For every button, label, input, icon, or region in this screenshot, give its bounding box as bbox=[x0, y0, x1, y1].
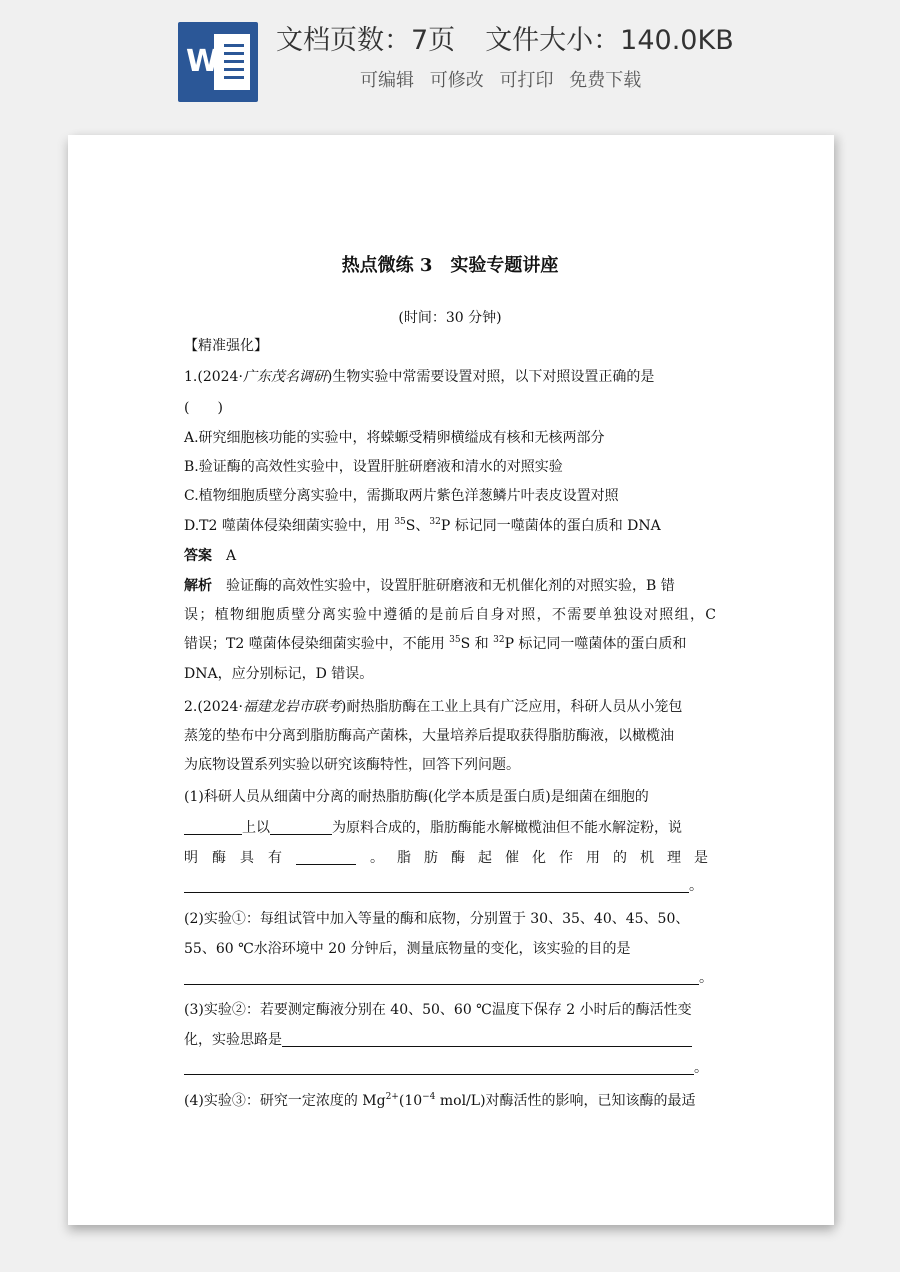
q1-analysis-line3 bbox=[184, 633, 686, 653]
q1-option-c: C.植物细胞质壁分离实验中，需撕取两片紫色洋葱鳞片叶表皮设置对照 bbox=[184, 488, 619, 504]
q2-part4-text-c: mol/L)对酶活性的影响，已知该酶的最适 bbox=[435, 1093, 696, 1109]
q2-part3-line3 bbox=[184, 1057, 708, 1077]
isotope-32: 32 bbox=[429, 517, 441, 527]
q1-stem-text: )生物实验中常需要设置对照，以下对照设置正确的是 bbox=[326, 369, 655, 385]
blank-6[interactable] bbox=[282, 1032, 692, 1047]
feature-free-download: 免费下载 bbox=[569, 70, 642, 91]
blank-3[interactable] bbox=[296, 850, 356, 865]
analysis-text3b: S 和 bbox=[460, 636, 494, 652]
end-mark-2: 。 bbox=[699, 970, 713, 986]
analysis-text3a: 错误；T2 噬菌体侵染细菌实验中，不能用 bbox=[184, 636, 450, 652]
doc-time: (时间：30 分钟) bbox=[398, 310, 502, 326]
answer-label: 答案 bbox=[184, 548, 212, 564]
q2-source: 福建龙岩市联考 bbox=[242, 699, 341, 715]
q2-stem-line2: 蒸笼的垫布中分离到脂肪酶高产菌株，大量培养后提取获得脂肪酶液，以橄榄油 bbox=[184, 728, 674, 744]
q2-prefix: 2.(2024· bbox=[184, 699, 243, 715]
q2-stem-text1: )耐热脂肪酶在工业上具有广泛应用，科研人员从小笼包 bbox=[340, 699, 683, 715]
blank-4[interactable] bbox=[184, 878, 689, 893]
q1-source: 广东茂名调研 bbox=[242, 369, 327, 385]
q2-part3-text: 化，实验思路是 bbox=[184, 1032, 282, 1048]
analysis-text1: 验证酶的高效性实验中，设置肝脏研磨液和无机催化剂的对照实验，B 错 bbox=[226, 578, 675, 594]
page-count: 文档页数：7页 bbox=[276, 25, 456, 56]
isotope-32-b: 32 bbox=[493, 635, 505, 645]
q2-part1-line4 bbox=[184, 875, 703, 895]
download-banner bbox=[0, 0, 900, 130]
q1-stem bbox=[184, 366, 654, 386]
feature-list bbox=[360, 66, 651, 92]
q1-option-d-part3: P 标记同一噬菌体的蛋白质和 DNA bbox=[440, 518, 661, 534]
isotope-35: 35 bbox=[394, 517, 406, 527]
q2-part2-line3 bbox=[184, 967, 713, 987]
q2-part1-text-a: 上以 bbox=[242, 820, 270, 836]
feature-modifiable: 可修改 bbox=[429, 70, 484, 91]
q2-part1-text-d: 。脂肪酶起催化作用的机理是 bbox=[370, 850, 721, 866]
exponent: −4 bbox=[422, 1092, 436, 1102]
q2-part2-line1: (2)实验①：每组试管中加入等量的酶和底物，分别置于 30、35、40、45、50、 bbox=[184, 911, 690, 927]
isotope-35-b: 35 bbox=[449, 635, 461, 645]
q2-part4-line1 bbox=[184, 1090, 696, 1110]
q2-stem bbox=[184, 696, 682, 716]
q1-analysis-line1 bbox=[184, 575, 675, 595]
q2-part3-line1: (3)实验②：若要测定酶液分别在 40、50、60 ℃温度下保存 2 小时后的酶活性变 bbox=[184, 1002, 692, 1018]
q1-analysis-line2: 误；植物细胞质壁分离实验中遵循的是前后自身对照，不需要单独设对照组，C bbox=[184, 607, 716, 623]
file-size: 文件大小：140.0KB bbox=[485, 25, 734, 56]
blank-2[interactable] bbox=[270, 820, 332, 835]
document-page bbox=[68, 135, 834, 1225]
q1-option-b: B.验证酶的高效性实验中，设置肝脏研磨液和清水的对照实验 bbox=[184, 459, 563, 475]
q2-part2-line2: 55、60 ℃水浴环境中 20 分钟后，测量底物量的变化，该实验的目的是 bbox=[184, 941, 631, 957]
q1-prefix: 1.(2024· bbox=[184, 369, 243, 385]
feature-editable: 可编辑 bbox=[360, 70, 414, 91]
q1-option-a: A.研究细胞核功能的实验中，将蝾螈受精卵横缢成有核和无核两部分 bbox=[184, 430, 605, 446]
end-mark-1: 。 bbox=[689, 878, 703, 894]
q1-option-d bbox=[184, 515, 661, 535]
section-heading: 【精准强化】 bbox=[184, 338, 268, 354]
end-mark-3: 。 bbox=[694, 1060, 708, 1076]
file-meta bbox=[276, 18, 734, 57]
q1-analysis-line4: DNA，应分别标记，D 错误。 bbox=[184, 666, 374, 682]
q2-part1-line1: (1)科研人员从细菌中分离的耐热脂肪酶(化学本质是蛋白质)是细菌在细胞的 bbox=[184, 789, 649, 805]
word-doc-icon: W bbox=[178, 22, 258, 102]
q2-part3-line2 bbox=[184, 1029, 692, 1049]
q2-part1-line2 bbox=[184, 817, 682, 837]
blank-1[interactable] bbox=[184, 820, 242, 835]
analysis-label: 解析 bbox=[184, 578, 212, 594]
doc-title: 热点微练 3 实验专题讲座 bbox=[341, 255, 559, 276]
q1-option-d-part2: S、 bbox=[405, 518, 430, 534]
blank-7[interactable] bbox=[184, 1060, 694, 1075]
q2-part1-line3 bbox=[184, 847, 721, 867]
q2-part1-text-c: 明酶具有 bbox=[184, 850, 296, 866]
q1-answer bbox=[184, 545, 236, 565]
analysis-text3c: P 标记同一噬菌体的蛋白质和 bbox=[504, 636, 687, 652]
q2-part1-text-b: 为原料合成的，脂肪酶能水解橄榄油但不能水解淀粉，说 bbox=[332, 820, 682, 836]
mg-charge: 2+ bbox=[385, 1092, 399, 1102]
q1-paren: ( ) bbox=[184, 400, 223, 416]
q1-option-d-part1: D.T2 噬菌体侵染细菌实验中，用 bbox=[184, 518, 395, 534]
blank-5[interactable] bbox=[184, 970, 699, 985]
q2-stem-line3: 为底物设置系列实验以研究该酶特性，回答下列问题。 bbox=[184, 757, 520, 773]
answer-value: A bbox=[226, 548, 237, 564]
q2-part4-text-b: (10 bbox=[398, 1093, 423, 1109]
q2-part4-text-a: (4)实验③：研究一定浓度的 Mg bbox=[184, 1093, 386, 1109]
feature-printable: 可打印 bbox=[499, 70, 554, 91]
